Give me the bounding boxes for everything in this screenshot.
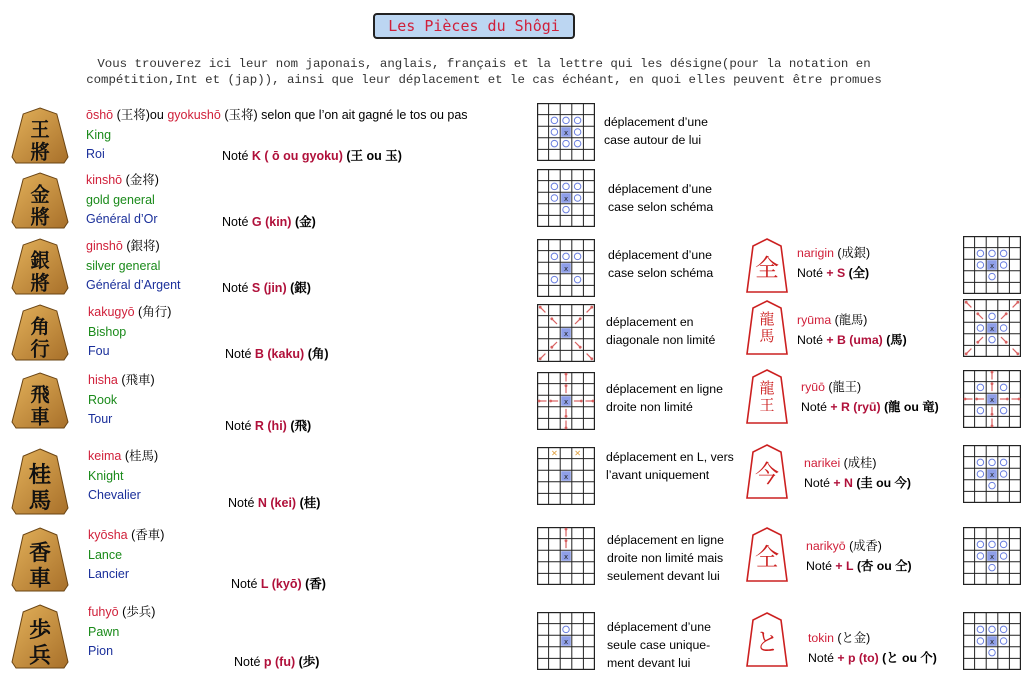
movement-grid (537, 447, 595, 505)
promoted-notation-code: + p (to) (837, 651, 879, 665)
notation-prefix: Noté (225, 419, 252, 433)
english-name: King (86, 127, 112, 142)
kanji-name: (歩兵) (122, 605, 156, 619)
intro-line-2: compétition,Int et (jap)), ainsi que leur déplacement et le cas échéant, en quoi elles peuvent être promues (86, 73, 882, 87)
promoted-piece-image (745, 238, 789, 298)
svg-text:全: 全 (755, 254, 779, 282)
promoted-name-line (797, 310, 907, 330)
promoted-notation (797, 330, 907, 350)
movement-line: déplacement en ligne (607, 533, 724, 547)
english-name: Bishop (88, 324, 127, 339)
japanese-name: kinshō (86, 173, 123, 187)
piece-6-icon (10, 527, 70, 593)
svg-text:x: x (989, 325, 995, 333)
piece-image (10, 304, 70, 362)
promoted-name-line (797, 243, 870, 263)
kanji-name: (王将) (116, 108, 150, 122)
piece-image (10, 238, 70, 296)
kanji-name-alt: (玉将) (224, 108, 258, 122)
promoted-kanji-name: (龍馬) (834, 313, 868, 327)
svg-text:x: x (563, 129, 569, 137)
japanese-name-line (88, 447, 158, 467)
svg-text:馬: 馬 (759, 327, 775, 345)
svg-text:將: 將 (30, 140, 50, 164)
piece-names (88, 447, 158, 506)
promoted-japanese-name: narikei (804, 456, 841, 470)
french-name: Tour (88, 412, 113, 426)
promoted-notation-code: + S (826, 266, 846, 280)
french-name: Pion (88, 644, 114, 658)
piece-4-icon (10, 372, 70, 430)
svg-text:x: x (563, 473, 569, 481)
promoted-notation-kanji: (圭 ou 今) (856, 476, 911, 490)
svg-text:馬: 馬 (28, 488, 52, 515)
kanji-name: (香車) (131, 528, 165, 542)
page-title-box (373, 13, 575, 39)
english-name: Lance (88, 547, 123, 562)
notation (234, 652, 319, 670)
notation-kanji: (金) (294, 215, 316, 229)
piece-names (86, 237, 181, 296)
promoted-notation-prefix: Noté (808, 651, 834, 665)
svg-text:x: x (563, 195, 569, 203)
promoted-notation-prefix: Noté (804, 476, 830, 490)
piece-names (88, 526, 164, 585)
notation-code: N (kei) (257, 496, 297, 510)
promoted-notation-code: + B (uma) (826, 333, 883, 347)
movement-line: droite non limité mais (607, 551, 724, 565)
japanese-name: keima (88, 449, 122, 463)
svg-text:x: x (989, 396, 995, 404)
promoted-kanji-name: (成香) (849, 539, 882, 553)
notation-prefix: Noté (234, 655, 261, 669)
french-name: Général d’Argent (86, 278, 181, 292)
svg-text:x: x (563, 330, 569, 338)
movement-description (604, 113, 708, 149)
notation-kanji: (飛) (290, 419, 312, 433)
connector-text: ou (149, 108, 164, 122)
promoted-notation-code: + R (ryū) (830, 400, 881, 414)
promoted-piece-image (745, 300, 789, 360)
japanese-name: kyōsha (88, 528, 128, 542)
svg-text:✕: ✕ (574, 447, 581, 458)
promoted-notation-kanji: (杏 ou 仝) (856, 559, 912, 573)
piece-0-icon (10, 107, 70, 165)
notation (222, 278, 311, 296)
movement-line: case selon schéma (608, 200, 714, 214)
movement-line: déplacement en L, vers (606, 450, 734, 464)
promoted-piece-image (745, 612, 789, 672)
movement-diagram-0 (537, 103, 595, 161)
promoted-japanese-name: ryūō (801, 380, 825, 394)
intro-line-1: Vous trouverez ici leur nom japonais, anglais, français et la lettre qui les désigne(pour la notation en (97, 57, 871, 71)
promoted-japanese-name: narikyō (806, 539, 846, 553)
piece-names (88, 371, 155, 430)
svg-text:金: 金 (30, 183, 50, 207)
promoted-piece-3-icon (745, 300, 789, 356)
piece-image (10, 448, 70, 516)
promoted-movement-grid (963, 612, 1021, 670)
japanese-name: ōshō (86, 108, 114, 122)
notation-code: S (jin) (251, 281, 287, 295)
japanese-name-line (86, 237, 181, 257)
promoted-movement-grid (963, 370, 1021, 428)
notation (225, 416, 311, 434)
notation-prefix: Noté (231, 577, 258, 591)
page-title: Les Pièces du Shôgi (388, 17, 560, 35)
piece-3-icon (10, 304, 70, 362)
svg-text:x: x (989, 262, 995, 270)
movement-line: déplacement d’une (604, 115, 708, 129)
promoted-notation-code: + L (835, 559, 854, 573)
promoted-japanese-name: tokin (808, 631, 834, 645)
japanese-name-line (88, 526, 164, 546)
japanese-name-line (88, 371, 155, 391)
movement-line: déplacement en (606, 315, 694, 329)
svg-text:行: 行 (30, 337, 50, 361)
movement-line: déplacement en ligne (606, 382, 723, 396)
promoted-name-line (801, 377, 939, 397)
movement-description (608, 180, 713, 216)
promoted-japanese-name: narigin (797, 246, 834, 260)
svg-text:車: 車 (29, 566, 51, 592)
promoted-notation-kanji: (馬) (886, 333, 907, 347)
notation (225, 344, 329, 362)
japanese-name: kakugyō (88, 305, 135, 319)
svg-text:將: 將 (30, 271, 50, 295)
piece-2-icon (10, 238, 70, 296)
notation-kanji: (桂) (299, 496, 321, 510)
movement-diagram-6 (537, 527, 595, 585)
svg-text:車: 車 (30, 405, 50, 429)
movement-line: déplacement d’une (607, 620, 711, 634)
svg-text:仝: 仝 (755, 543, 779, 571)
svg-text:王: 王 (30, 118, 50, 142)
promoted-notation-prefix: Noté (797, 333, 823, 347)
movement-line: droite non limité (606, 400, 693, 414)
svg-text:香: 香 (29, 541, 51, 567)
movement-diagram-4 (537, 372, 595, 430)
piece-1-icon (10, 172, 70, 230)
intro-paragraph (0, 56, 968, 88)
promoted-notation-prefix: Noté (801, 400, 827, 414)
promoted-piece-4-icon (745, 369, 789, 425)
japanese-name-line (86, 171, 159, 191)
movement-diagram-1 (537, 169, 595, 227)
piece-image (10, 604, 70, 670)
notation (228, 493, 320, 511)
japanese-name: fuhyō (88, 605, 119, 619)
french-name: Roi (86, 147, 105, 161)
svg-text:角: 角 (30, 315, 50, 339)
piece-7-icon (10, 604, 70, 670)
notation-prefix: Noté (222, 281, 249, 295)
movement-diagram-7 (537, 612, 595, 670)
movement-grid (537, 239, 595, 297)
notation (222, 146, 402, 164)
promoted-piece-image (745, 369, 789, 429)
movement-line: déplacement d’une (608, 248, 712, 262)
piece-names (88, 303, 171, 362)
movement-line: case selon schéma (608, 266, 714, 280)
promoted-notation-prefix: Noté (797, 266, 823, 280)
promoted-movement-diagram-5 (963, 445, 1021, 503)
svg-text:✕: ✕ (551, 447, 558, 458)
french-name: Chevalier (88, 488, 141, 502)
promoted-piece-info (808, 628, 937, 668)
promoted-movement-grid (963, 299, 1021, 357)
svg-text:歩: 歩 (29, 618, 51, 644)
piece-image (10, 107, 70, 165)
promoted-movement-diagram-3 (963, 299, 1021, 357)
piece-names (88, 603, 155, 662)
kanji-name: (桂馬) (124, 449, 159, 463)
piece-5-icon (10, 448, 70, 516)
promoted-piece-image (745, 527, 789, 587)
english-name: Knight (88, 468, 124, 483)
promoted-notation-prefix: Noté (806, 559, 832, 573)
svg-text:將: 將 (30, 205, 50, 229)
kanji-name: (角行) (138, 305, 172, 319)
promoted-movement-diagram-7 (963, 612, 1021, 670)
french-name: Général d’Or (86, 212, 158, 226)
movement-grid (537, 527, 595, 585)
promoted-piece-info (806, 536, 912, 576)
notation-code: L (kyō) (260, 577, 302, 591)
japanese-name: ginshō (86, 239, 123, 253)
movement-description (606, 448, 734, 484)
promoted-movement-grid (963, 527, 1021, 585)
notation-kanji: (歩) (298, 655, 320, 669)
japanese-name-line (88, 603, 155, 623)
movement-grid (537, 612, 595, 670)
promoted-notation (797, 263, 870, 283)
french-name: Fou (88, 344, 110, 358)
promoted-piece-image (745, 444, 789, 504)
promoted-kanji-name: (成桂) (843, 456, 877, 470)
notation-prefix: Noté (225, 347, 252, 361)
movement-line: l’avant uniquement (606, 468, 710, 482)
promoted-movement-grid (963, 236, 1021, 294)
piece-names (86, 171, 159, 230)
svg-text:今: 今 (755, 460, 779, 488)
promoted-piece-2-icon (745, 238, 789, 294)
notation-kanji: (香) (305, 577, 326, 591)
movement-line: seulement devant lui (607, 569, 720, 583)
japanese-name-line (86, 106, 468, 126)
movement-diagram-2 (537, 239, 595, 297)
movement-description (608, 246, 713, 282)
promoted-notation (804, 473, 911, 493)
svg-text:x: x (989, 553, 995, 561)
english-name: silver general (86, 258, 161, 273)
movement-diagram-5 (537, 447, 595, 505)
svg-text:龍: 龍 (759, 379, 775, 397)
promoted-piece-info (797, 310, 907, 350)
piece-image (10, 372, 70, 430)
kanji-name: (金将) (125, 173, 159, 187)
movement-grid (537, 169, 595, 227)
promoted-piece-info (801, 377, 939, 417)
svg-text:桂: 桂 (28, 462, 52, 489)
svg-text:x: x (563, 638, 569, 646)
promoted-movement-diagram-4 (963, 370, 1021, 428)
svg-text:x: x (563, 265, 569, 273)
promoted-notation (808, 648, 937, 668)
promoted-kanji-name: (成銀) (837, 246, 871, 260)
name-remark: selon que l’on ait gagné le tos ou pas (257, 108, 468, 122)
notation-kanji: (銀) (290, 281, 311, 295)
promoted-name-line (804, 453, 911, 473)
piece-image (10, 172, 70, 230)
promoted-kanji-name: (龍王) (828, 380, 862, 394)
promoted-name-line (806, 536, 912, 556)
notation-prefix: Noté (222, 149, 249, 163)
movement-description (606, 380, 723, 416)
movement-grid (537, 103, 595, 161)
svg-text:王: 王 (759, 396, 775, 414)
piece-image (10, 527, 70, 593)
kanji-name: (飛車) (121, 373, 155, 387)
french-name: Lancier (88, 567, 129, 581)
kanji-name: (銀将) (126, 239, 160, 253)
movement-line: diagonale non limité (606, 333, 716, 347)
promoted-piece-6-icon (745, 527, 789, 583)
svg-text:x: x (989, 638, 995, 646)
notation-code: B (kaku) (254, 347, 305, 361)
notation-code: G (kin) (251, 215, 292, 229)
japanese-name-line (88, 303, 171, 323)
movement-grid (537, 372, 595, 430)
promoted-notation-code: + N (833, 476, 853, 490)
svg-text:x: x (563, 398, 569, 406)
notation-prefix: Noté (222, 215, 249, 229)
promoted-notation-kanji: (と ou 个) (882, 651, 937, 665)
promoted-piece-7-icon (745, 612, 789, 668)
movement-description (607, 618, 711, 672)
movement-diagram-3 (537, 304, 595, 362)
japanese-name: hisha (88, 373, 118, 387)
notation (231, 574, 326, 592)
promoted-notation-kanji: (全) (848, 266, 870, 280)
svg-text:銀: 銀 (30, 249, 50, 273)
svg-text:飛: 飛 (30, 383, 50, 407)
notation-prefix: Noté (228, 496, 255, 510)
svg-text:と: と (755, 628, 779, 656)
promoted-notation-kanji: (龍 ou 竜) (884, 400, 939, 414)
svg-text:兵: 兵 (29, 643, 51, 669)
notation-code: p (fu) (263, 655, 296, 669)
movement-line: déplacement d’une (608, 182, 712, 196)
movement-line: seule case unique- (607, 638, 711, 652)
movement-line: case autour de lui (604, 133, 702, 147)
svg-text:龍: 龍 (759, 310, 775, 328)
english-name: gold general (86, 192, 155, 207)
movement-line: ment devant lui (607, 656, 691, 670)
promoted-japanese-name: ryūma (797, 313, 832, 327)
english-name: Rook (88, 392, 118, 407)
promoted-movement-diagram-6 (963, 527, 1021, 585)
notation-kanji: (王 ou 玉) (346, 149, 402, 163)
svg-text:x: x (989, 471, 995, 479)
promoted-notation (801, 397, 939, 417)
english-name: Pawn (88, 624, 120, 639)
promoted-name-line (808, 628, 937, 648)
svg-text:x: x (563, 553, 569, 561)
notation-code: K ( ō ou gyoku) (251, 149, 343, 163)
promoted-notation (806, 556, 912, 576)
promoted-piece-5-icon (745, 444, 789, 500)
promoted-kanji-name: (と金) (837, 631, 871, 645)
promoted-movement-grid (963, 445, 1021, 503)
promoted-movement-diagram-2 (963, 236, 1021, 294)
notation-kanji: (角) (307, 347, 329, 361)
movement-description (606, 313, 715, 349)
notation-code: R (hi) (254, 419, 287, 433)
movement-description (607, 531, 724, 585)
notation (222, 212, 316, 230)
movement-grid (537, 304, 595, 362)
promoted-piece-info (804, 453, 911, 493)
promoted-piece-info (797, 243, 870, 283)
japanese-name-alt: gyokushō (167, 108, 221, 122)
